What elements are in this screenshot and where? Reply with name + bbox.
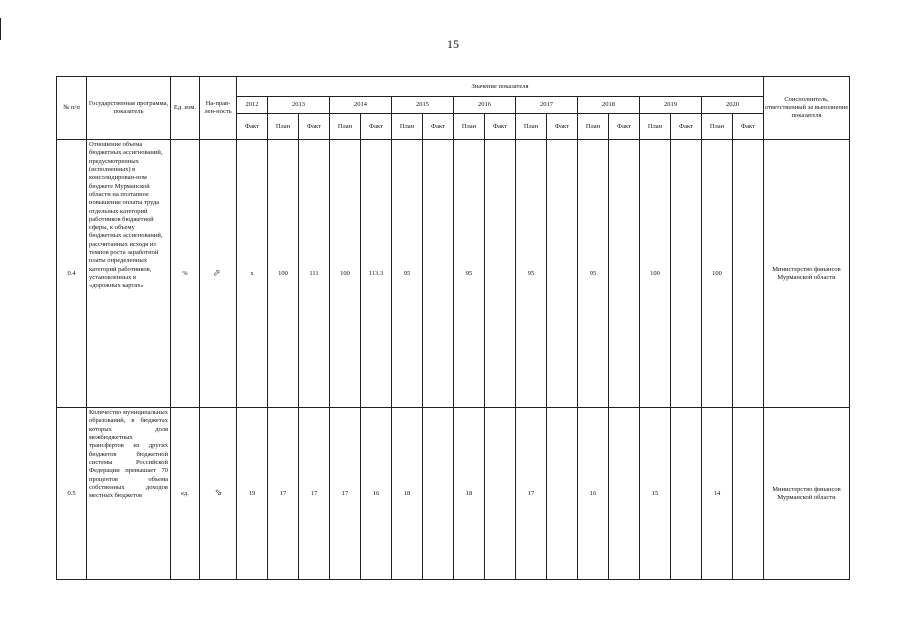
sub-2018-fact: Факт	[609, 114, 640, 140]
value-cell: 113.3	[361, 140, 392, 408]
value-cell: x	[237, 140, 268, 408]
sub-2019-fact: Факт	[671, 114, 702, 140]
header-num: № п/п	[57, 77, 87, 140]
year-2015: 2015	[392, 97, 454, 114]
year-2012: 2012	[237, 97, 268, 114]
year-2020: 2020	[702, 97, 764, 114]
value-cell	[733, 140, 764, 408]
sub-2020-fact: Факт	[733, 114, 764, 140]
year-2019: 2019	[640, 97, 702, 114]
value-cell: 111	[299, 140, 330, 408]
indicator-text: Отношение объема бюджетных ассигнований, предусмотренных (исполненных) в консолидирован-ном бюджете Мурманской области на поэтапное повышение оплаты труда отдельных категорий работников бюджетной сферы, к объему бюджетных ассигнований, рассчитанных исходя из темпов роста заработной платы определенных категорий работников, установленных в «дорожных картах»	[87, 140, 171, 408]
indicators-table	[56, 76, 850, 580]
header-direction: На-прав-лен-ность	[200, 77, 237, 140]
direction-cell	[200, 140, 237, 408]
value-cell: 17	[268, 408, 299, 580]
sub-2017-plan: План	[516, 114, 547, 140]
value-cell	[671, 140, 702, 408]
margin-mark	[0, 18, 1, 40]
value-cell	[423, 408, 454, 580]
value-cell: 95	[516, 140, 547, 408]
value-cell	[609, 408, 640, 580]
value-cell: 14	[702, 408, 733, 580]
value-cell	[671, 408, 702, 580]
value-cell: 100	[330, 140, 361, 408]
value-cell	[547, 140, 578, 408]
value-cell	[485, 140, 516, 408]
value-cell: 95	[578, 140, 609, 408]
sub-2015-plan: План	[392, 114, 423, 140]
year-2018: 2018	[578, 97, 640, 114]
value-cell: 100	[702, 140, 733, 408]
sub-2012-fact: Факт	[237, 114, 268, 140]
table-row	[57, 140, 850, 408]
executor-cell: Министерство финансов Мурманской области	[764, 408, 850, 580]
value-cell: 16	[578, 408, 609, 580]
header-executor: Соисполнитель, ответственный за выполнение показателя	[764, 77, 850, 140]
value-cell	[733, 408, 764, 580]
sub-2018-plan: План	[578, 114, 609, 140]
value-cell	[609, 140, 640, 408]
direction-cell	[200, 408, 237, 580]
table-row	[57, 408, 850, 580]
year-2017: 2017	[516, 97, 578, 114]
value-cell: 100	[640, 140, 671, 408]
arrow-down-right-icon: ⇨	[212, 487, 225, 500]
page-number: 15	[447, 37, 459, 51]
executor-cell: Министерство финансов Мурманской области	[764, 140, 850, 408]
value-cell: 95	[392, 140, 423, 408]
value-cell	[485, 408, 516, 580]
header-program: Государственная программа, показатель	[87, 77, 171, 140]
sub-2014-fact: Факт	[361, 114, 392, 140]
header-values-title: Значение показателя	[237, 77, 764, 97]
indicator-text: Количество муниципальных образований, в бюджетах которых доля межбюджетных трансфертов из других бюджетов бюджетной системы Российской Федерации превышает 70 процентов объема собственных доходов местных бюджетов	[87, 408, 171, 580]
sub-2015-fact: Факт	[423, 114, 454, 140]
row-number: 0.4	[57, 140, 87, 408]
sub-2017-fact: Факт	[547, 114, 578, 140]
value-cell: 18	[392, 408, 423, 580]
sub-2016-plan: План	[454, 114, 485, 140]
arrow-up-right-icon: ⇨	[211, 267, 224, 280]
year-2014: 2014	[330, 97, 392, 114]
value-cell: 19	[237, 408, 268, 580]
sub-2014-plan: План	[330, 114, 361, 140]
value-cell: 17	[516, 408, 547, 580]
year-2013: 2013	[268, 97, 330, 114]
value-cell	[423, 140, 454, 408]
sub-2019-plan: План	[640, 114, 671, 140]
value-cell	[547, 408, 578, 580]
sub-2013-plan: План	[268, 114, 299, 140]
row-number: 0.5	[57, 408, 87, 580]
value-cell: 15	[640, 408, 671, 580]
unit-cell: %	[171, 140, 200, 408]
value-cell: 95	[454, 140, 485, 408]
value-cell: 17	[299, 408, 330, 580]
value-cell: 100	[268, 140, 299, 408]
year-2016: 2016	[454, 97, 516, 114]
value-cell: 18	[454, 408, 485, 580]
sub-2020-plan: План	[702, 114, 733, 140]
sub-2016-fact: Факт	[485, 114, 516, 140]
header-unit: Ед. изм.	[171, 77, 200, 140]
value-cell: 17	[330, 408, 361, 580]
unit-cell: ед.	[171, 408, 200, 580]
sub-2013-fact: Факт	[299, 114, 330, 140]
value-cell: 16	[361, 408, 392, 580]
